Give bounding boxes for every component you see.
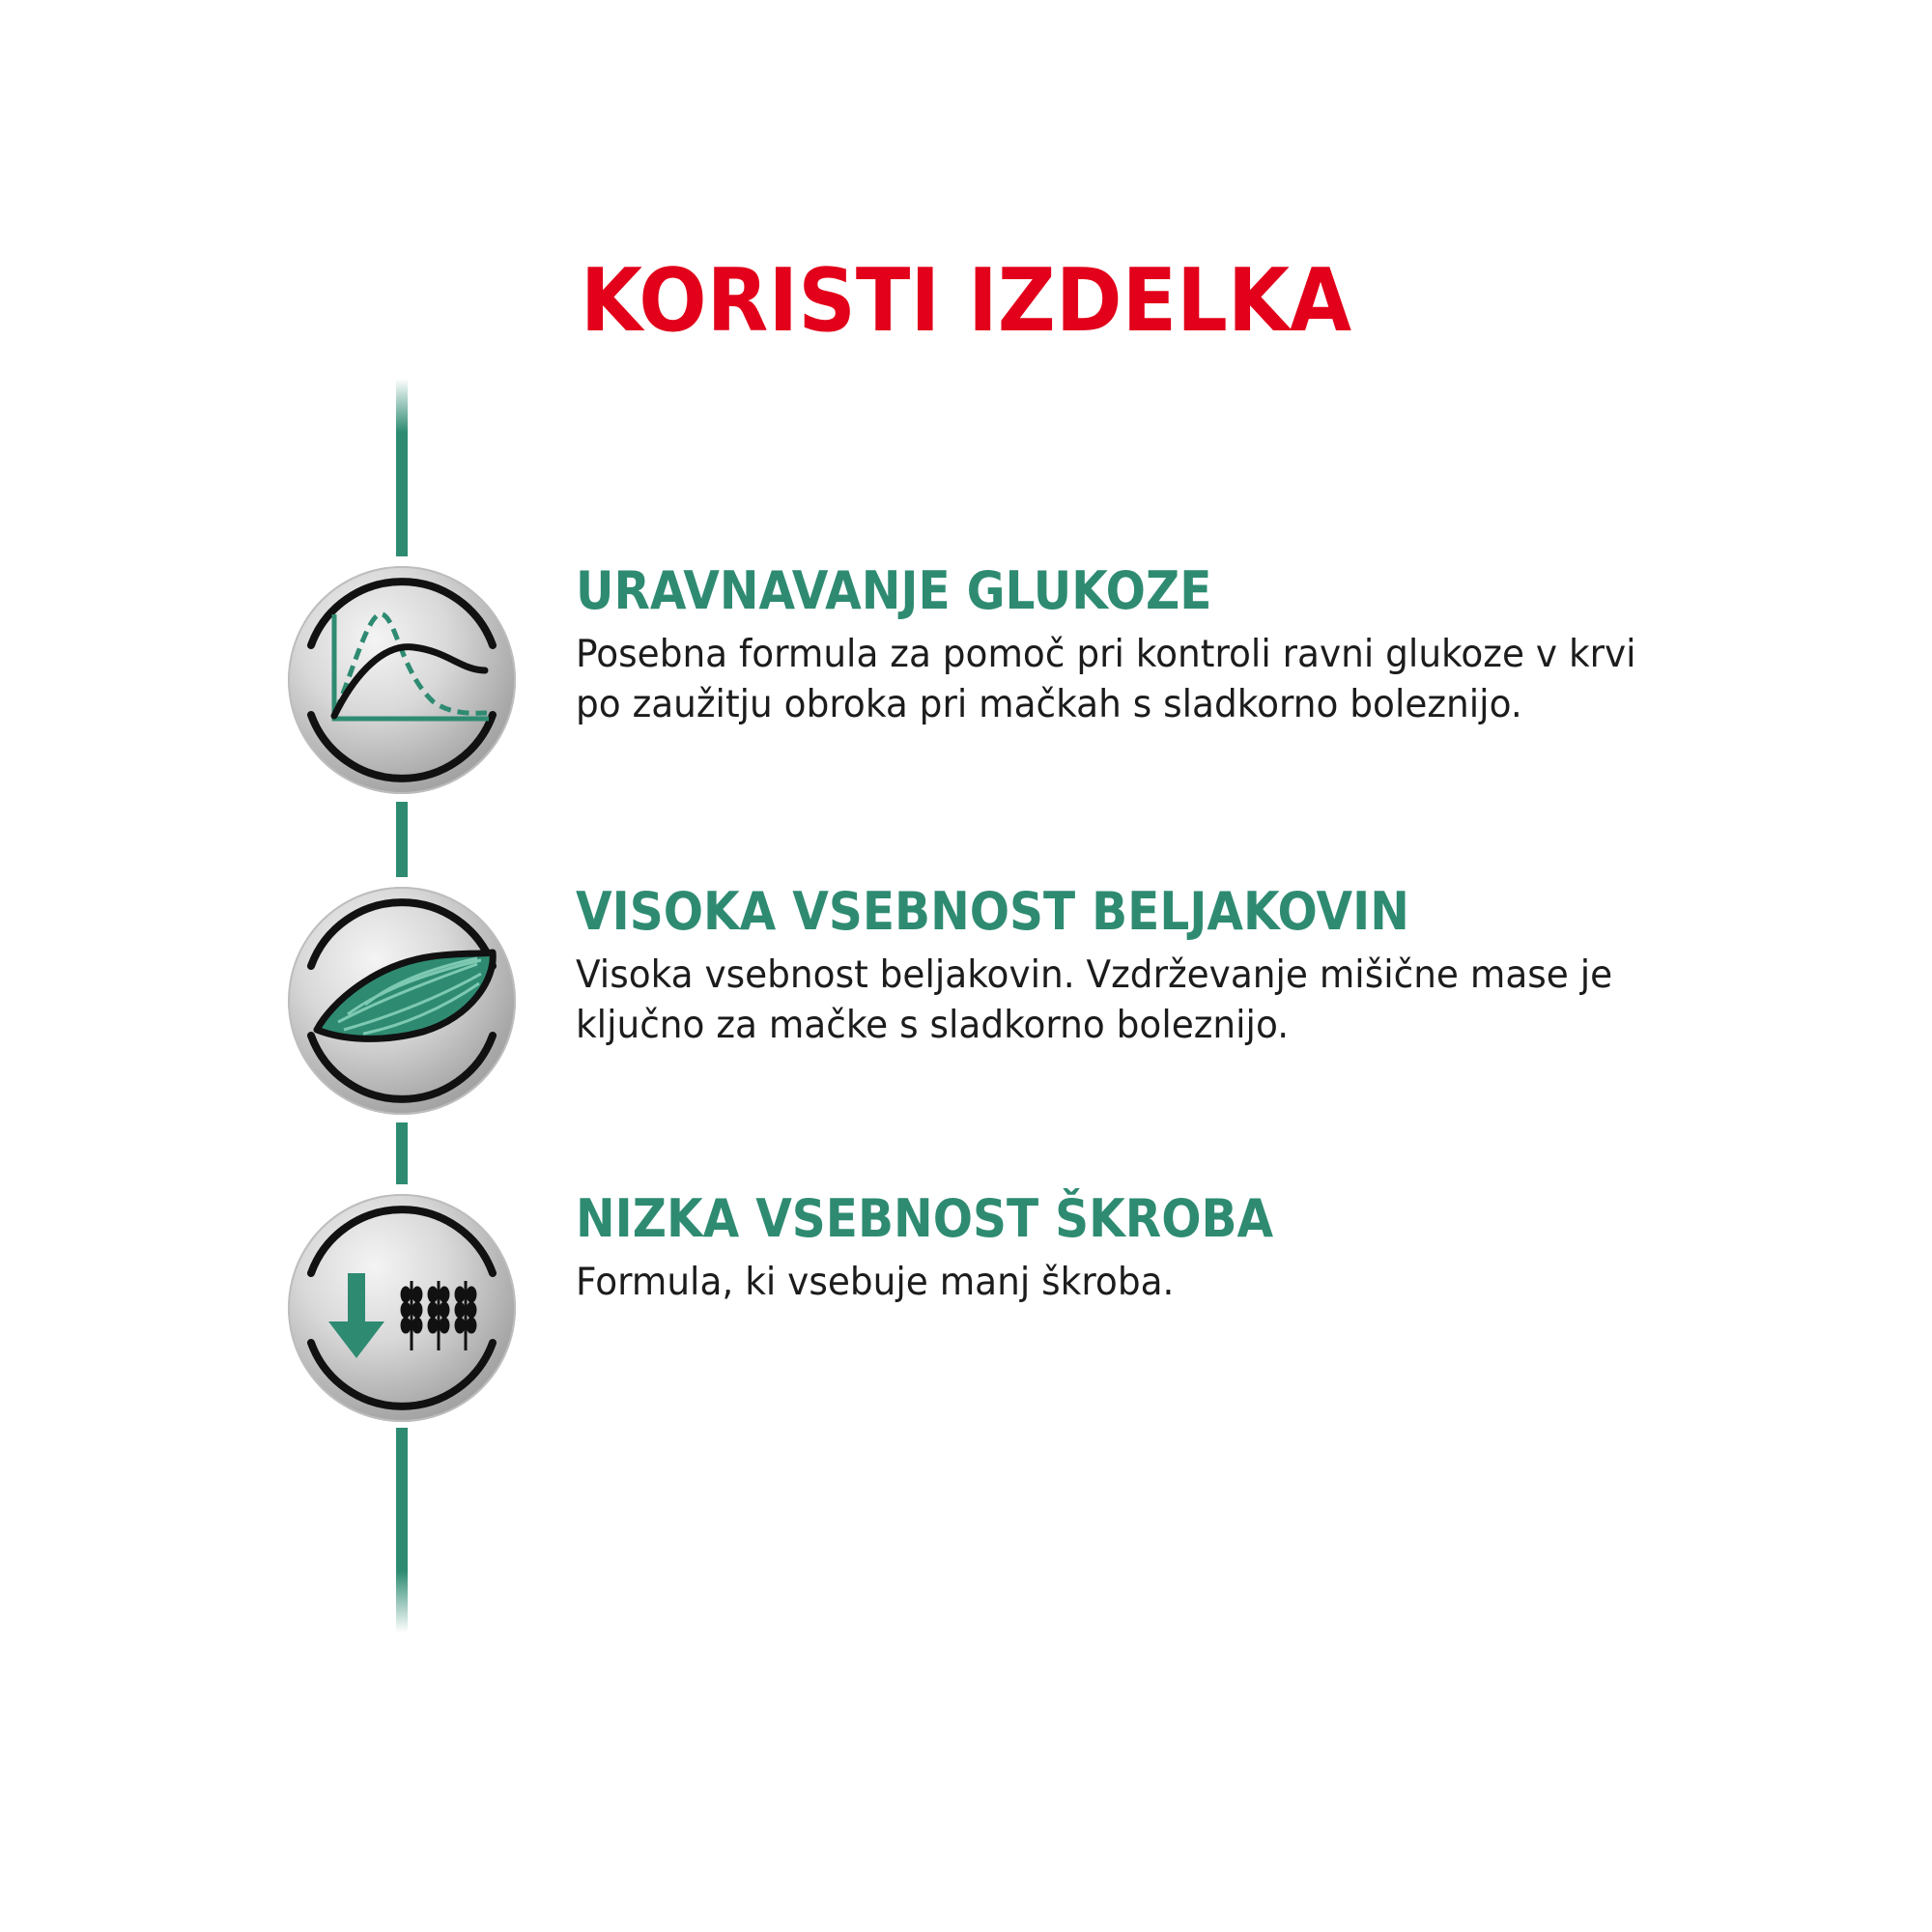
benefit-heading: URAVNAVANJE GLUKOZE: [576, 560, 1212, 621]
glucose-curve-icon: [288, 566, 516, 794]
timeline-segment-top: [396, 379, 408, 556]
timeline-segment: [396, 802, 408, 877]
page-title: KORISTI IZDELKA: [580, 250, 1352, 352]
benefit-description: Visoka vsebnost beljakovin. Vzdrževanje mišične mase je ključno za mačke s sladkorno boleznijo.: [576, 953, 1613, 1047]
timeline-segment-bottom: [396, 1428, 408, 1633]
benefit-description: Posebna formula za pomoč pri kontroli ravni glukoze v krvi po zaužitju obroka pri mačkah s sladkorno boleznijo.: [576, 633, 1636, 726]
benefit-heading: VISOKA VSEBNOST BELJAKOVIN: [576, 881, 1409, 942]
low-starch-icon: [288, 1194, 516, 1422]
muscle-icon: [288, 887, 516, 1115]
benefit-heading: NIZKA VSEBNOST ŠKROBA: [576, 1188, 1274, 1249]
benefit-description: Formula, ki vsebuje manj škroba.: [576, 1261, 1175, 1304]
timeline-segment: [396, 1122, 408, 1184]
